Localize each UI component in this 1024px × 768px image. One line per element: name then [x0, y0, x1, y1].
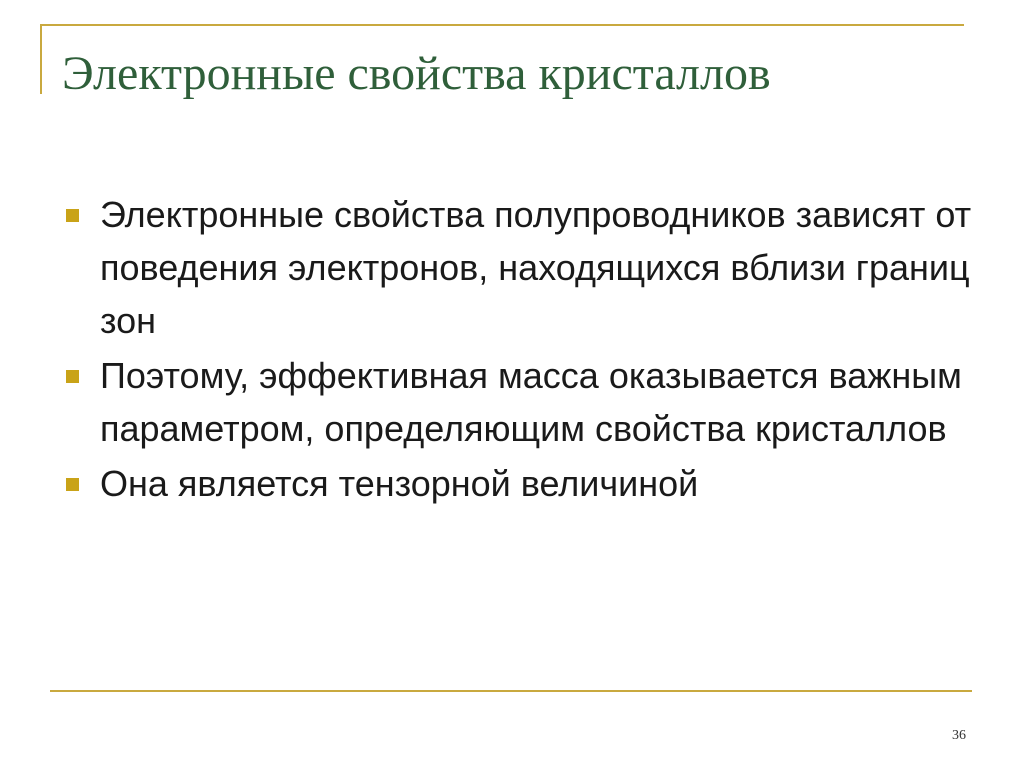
- bullet-item: [62, 188, 972, 347]
- title-frame-top-line: [40, 24, 964, 26]
- square-bullet-icon: [66, 209, 79, 222]
- square-bullet-icon: [66, 478, 79, 491]
- bullet-item: [62, 457, 972, 510]
- bullet-text: Электронные свойства полупроводников зависят от поведения электронов, находящихся вблизи границ зон: [100, 194, 972, 341]
- page-number: 36: [952, 728, 966, 743]
- title-frame-left-line: [40, 24, 42, 94]
- bullet-list: [62, 188, 972, 512]
- slide-title: Электронные свойства кристаллов: [62, 47, 771, 100]
- bullet-item: [62, 349, 972, 455]
- footer-divider: [50, 690, 972, 692]
- bullet-text: Поэтому, эффективная масса оказывается важным параметром, определяющим свойства кристаллов: [100, 355, 962, 449]
- square-bullet-icon: [66, 370, 79, 383]
- bullet-text: Она является тензорной величиной: [100, 463, 699, 504]
